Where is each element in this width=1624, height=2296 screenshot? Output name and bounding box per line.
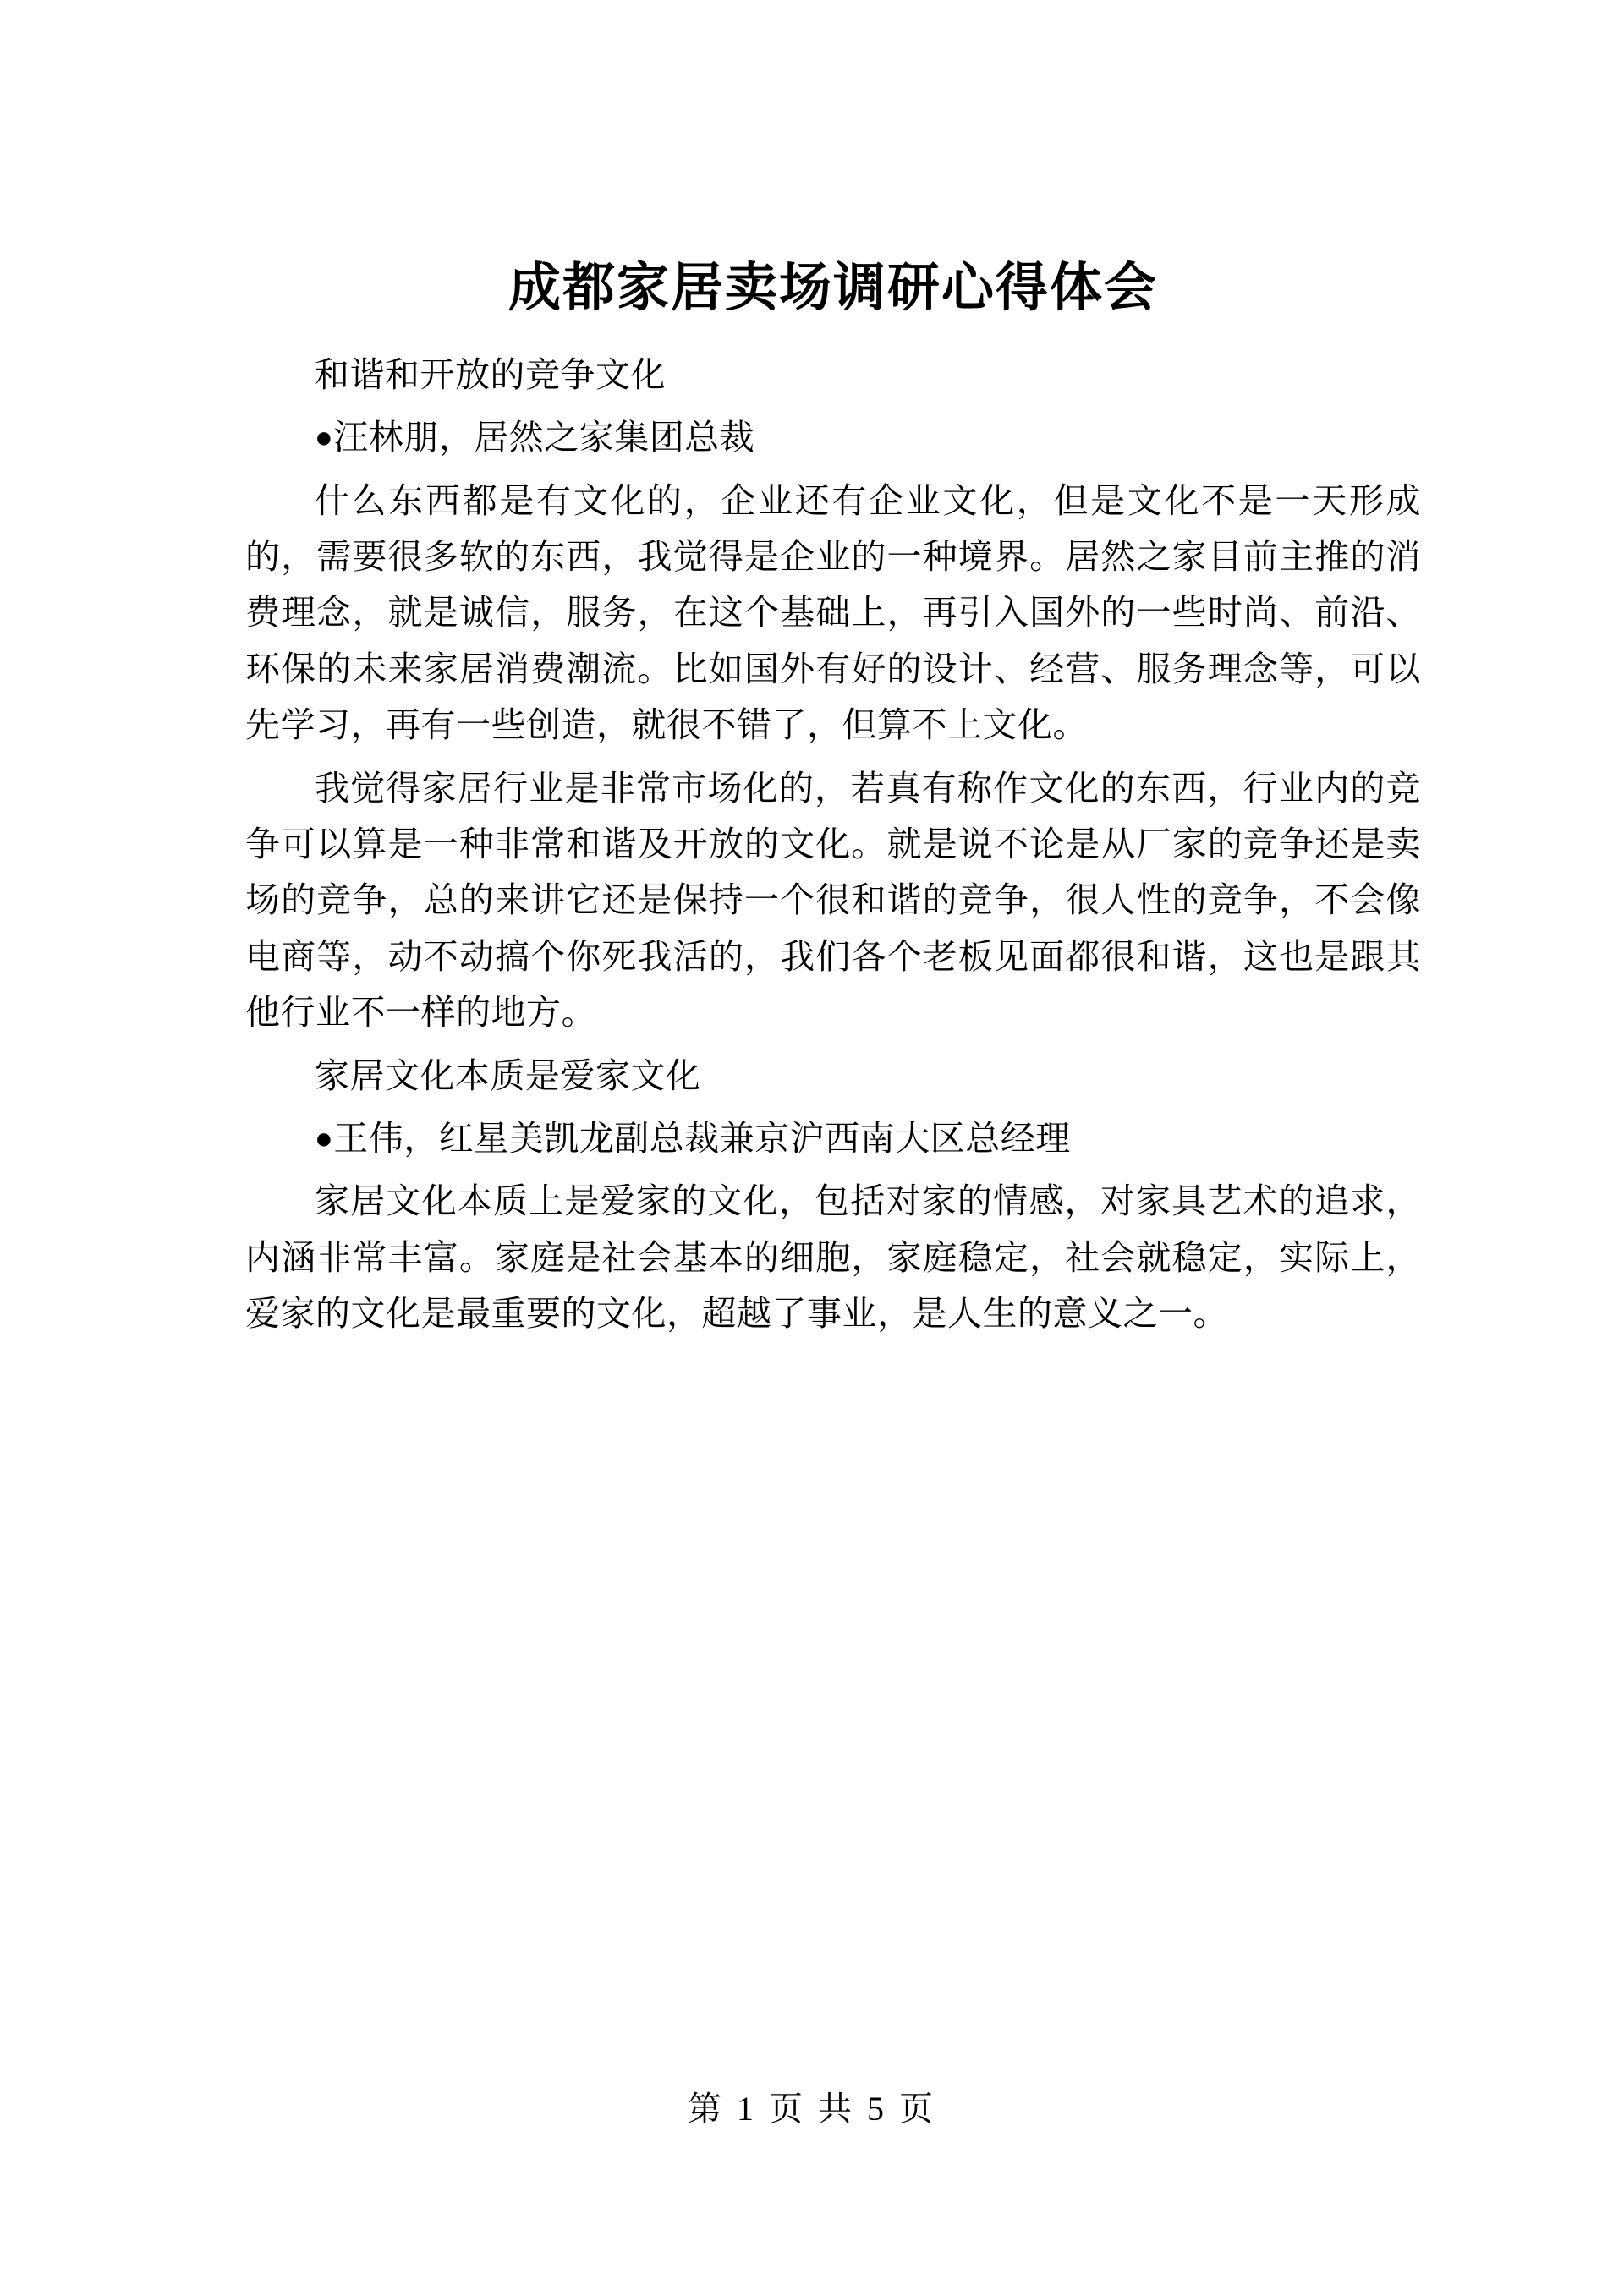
speaker-line-2 [245, 1110, 1421, 1166]
section-subheading-2: 家居文化本质是爱家文化 [315, 1055, 701, 1095]
document-body [245, 254, 1421, 1349]
page-footer: 第 1 页 共 5 页 [688, 2090, 936, 2128]
body-paragraph-2: 我觉得家居行业是非常市场化的，若真有称作文化的东西，行业内的竞争可以算是一种非常和谐及开放的文化。就是说不论是从厂家的竞争还是卖场的竞争，总的来讲它还是保持一个很和谐的竞争，很人性的竞争，不会像电商等，动不动搞个你死我活的，我们各个老板见面都很和谐，这也是跟其他行业不一样的地方。 [245, 768, 1421, 1033]
speaker-label-1: 汪林朋，居然之家集团总裁 [333, 418, 755, 458]
bullet-icon: ● [315, 1121, 334, 1155]
body-paragraph-1: 什么东西都是有文化的，企业还有企业文化，但是文化不是一天形成的，需要很多软的东西，我觉得是企业的一种境界。居然之家目前主推的消费理念，就是诚信，服务，在这个基础上，再引入国外的一些时尚、前沿、环保的未来家居消费潮流。比如国外有好的设计、经营、服务理念等，可以先学习，再有一些创造，就很不错了，但算不上文化。 [245, 480, 1421, 745]
speaker-line-1 [245, 409, 1421, 465]
section-subheading-1: 和谐和开放的竞争文化 [315, 354, 666, 394]
page-title: 成都家居卖场调研心得体会 [508, 260, 1158, 317]
bullet-icon: ● [315, 420, 334, 455]
speaker-label-2: 王伟，红星美凯龙副总裁兼京沪西南大区总经理 [333, 1118, 1071, 1158]
body-paragraph-3: 家居文化本质上是爱家的文化，包括对家的情感，对家具艺术的追求，内涵非常丰富。家庭是社会基本的细胞，家庭稳定，社会就稳定，实际上，爱家的文化是最重要的文化，超越了事业，是人生的意义之一。 [245, 1181, 1421, 1334]
